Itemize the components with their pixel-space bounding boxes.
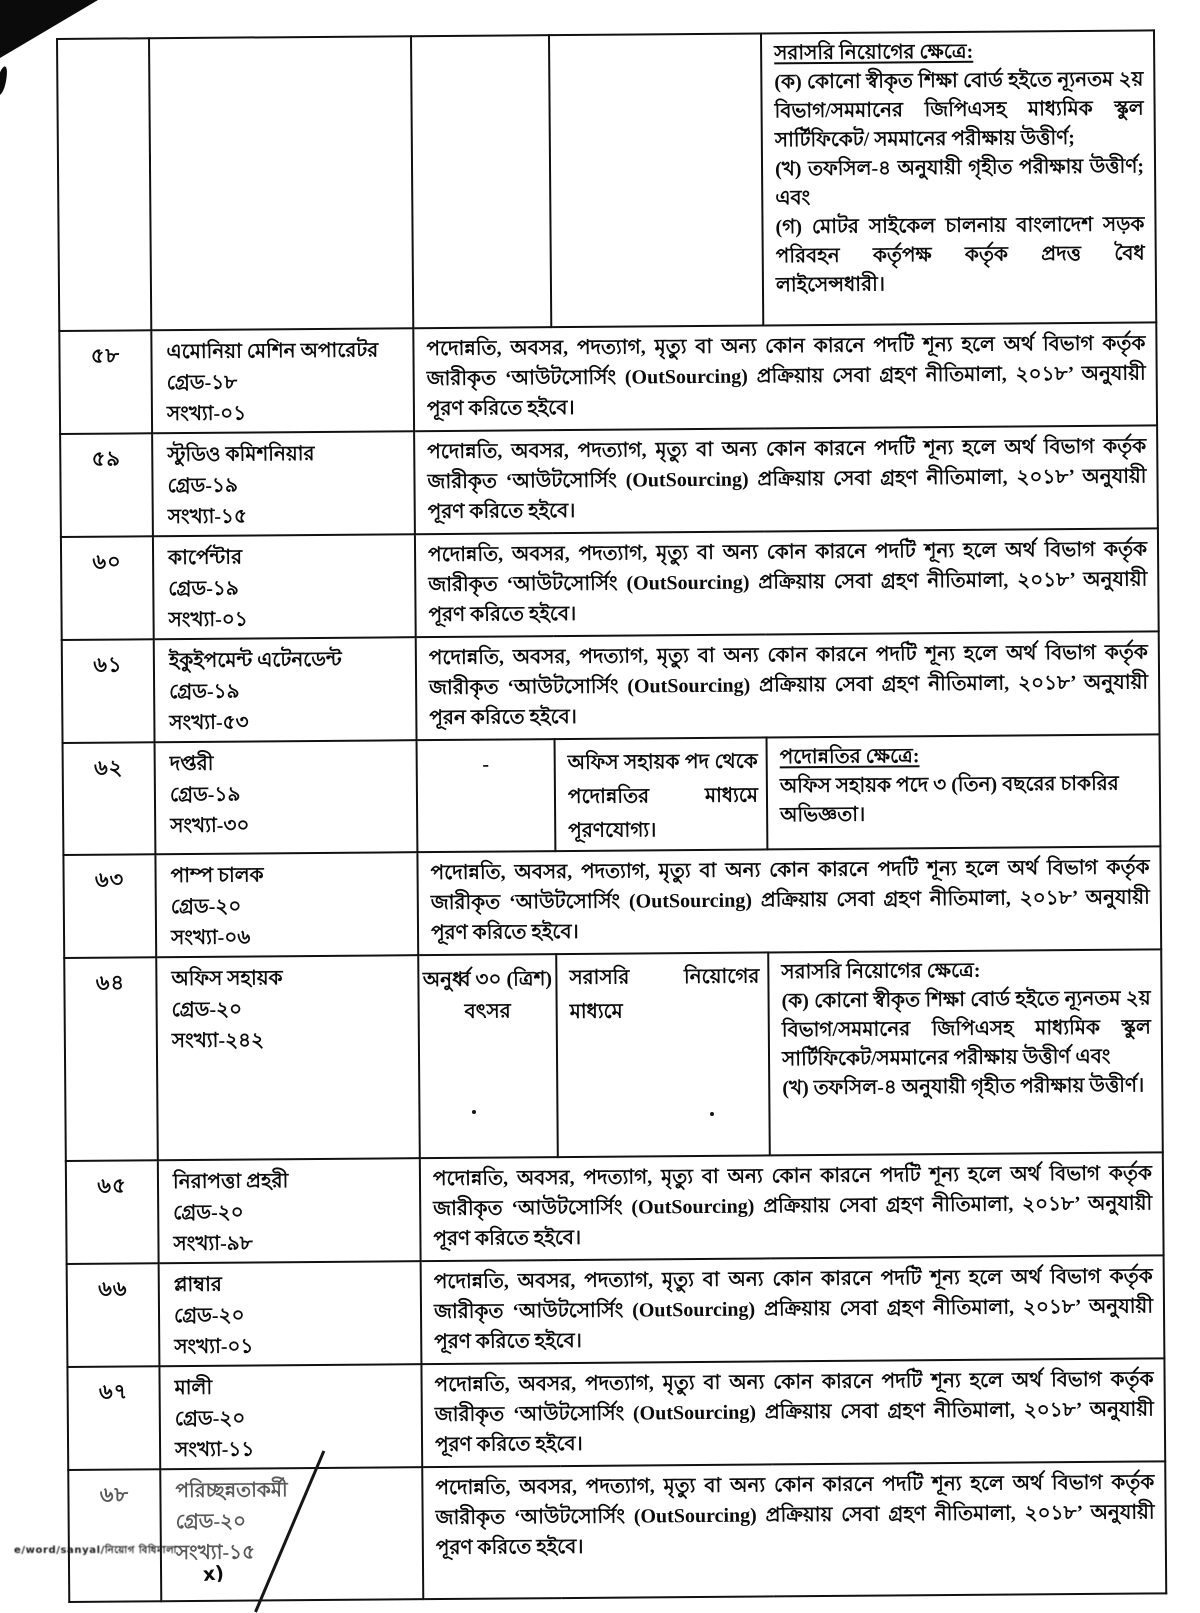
age-cell: অনুর্ধ্ব ৩০ (ত্রিশ) বৎসর xyxy=(418,954,558,1158)
handwritten-x-mark: x) xyxy=(201,1561,226,1587)
qualification-item: (খ) তফসিল-৪ অনুযায়ী গৃহীত পরীক্ষায় উত্তীর্ণ। xyxy=(782,1074,1145,1100)
qualification-item: (গ) মোটর সাইকেল চালনায় বাংলাদেশ সড়ক পরিবহন কর্তৃপক্ষ কর্তৃক প্রদত্ত বৈধ লাইসেন্সধারী। xyxy=(775,213,1145,297)
age-cell-empty xyxy=(411,35,551,328)
post-count: সংখ্যা-১৫ xyxy=(175,1541,256,1565)
post-cell-empty xyxy=(149,36,413,330)
post-name: প্লাম্বার xyxy=(173,1273,222,1297)
post-count: সংখ্যা-০৬ xyxy=(170,926,251,950)
serial-cell-empty xyxy=(57,38,151,331)
table-row-60 xyxy=(61,528,1159,640)
post-name: দপ্তরী xyxy=(169,752,214,776)
post-cell xyxy=(155,740,418,854)
post-grade: গ্রেড-২০ xyxy=(173,1304,245,1328)
serial-number: ৬৬ xyxy=(67,1263,160,1367)
post-cell xyxy=(154,637,417,742)
method-cell-empty xyxy=(549,33,763,327)
post-cell xyxy=(155,852,418,957)
table-row-59 xyxy=(60,425,1158,537)
post-name: পরিচ্ছন্নতাকর্মী xyxy=(175,1479,288,1503)
post-grade: গ্রেড-১৯ xyxy=(169,680,240,704)
post-count: সংখ্যা-৩০ xyxy=(170,814,250,838)
outsourcing-note: পদোন্নতি, অবসর, পদত্যাগ, মৃত্যু বা অন্য কোন কারনে পদটি শূন্য হলে অর্থ বিভাগ কর্তৃক জারীকৃত ‘আউটসোর্সিং (OutSourcing) প্রক্রিয়ায় সেবা গ্রহণ নীতিমালা, ২০১৮’ অনুযায়ী পূরণ করিতে হইবে। xyxy=(413,322,1157,431)
outsourcing-note: পদোন্নতি, অবসর, পদত্যাগ, মৃত্যু বা অন্য কোন কারনে পদটি শূন্য হলে অর্থ বিভাগ কর্তৃক জারীকৃত ‘আউটসোর্সিং (OutSourcing) প্রক্রিয়ায় সেবা গ্রহণ নীতিমালা, ২০১৮’ অনুযায়ী পূরণ করিতে হইবে। xyxy=(417,846,1161,955)
table-row-63 xyxy=(63,846,1161,958)
post-grade: গ্রেড-২০ xyxy=(171,998,243,1022)
post-count: সংখ্যা-১৫ xyxy=(167,505,248,529)
method-cell: সরাসরি নিয়োগের মাধ্যমে xyxy=(556,952,770,1157)
post-cell xyxy=(160,1467,423,1601)
qualification-title: সরাসরি নিয়োগের ক্ষেত্রে: xyxy=(781,959,981,984)
post-name: পাম্প চালক xyxy=(170,864,264,888)
qualification-body: অফিস সহায়ক পদে ৩ (তিন) বছরের চাকরির অভিজ্ঞতা। xyxy=(779,772,1119,827)
table-row-64 xyxy=(64,949,1163,1161)
post-cell xyxy=(153,534,416,639)
post-count: সংখ্যা-৫৩ xyxy=(169,711,249,735)
post-grade: গ্রেড-২০ xyxy=(174,1407,246,1431)
post-grade: গ্রেড-২০ xyxy=(173,1201,244,1225)
post-grade: গ্রেড-২০ xyxy=(175,1510,247,1534)
table-row-67 xyxy=(67,1358,1165,1470)
post-name: নিরাপত্তা প্রহরী xyxy=(172,1170,289,1194)
qualification-item: (খ) তফসিল-৪ অনুযায়ী গৃহীত পরীক্ষায় উত্তীর্ণ; এবং xyxy=(774,155,1145,210)
serial-number: ৬০ xyxy=(61,536,154,640)
outsourcing-note: পদোন্নতি, অবসর, পদত্যাগ, মৃত্যু বা অন্য কোন কারনে পদটি শূন্য হলে অর্থ বিভাগ কর্তৃক জারীকৃত ‘আউটসোর্সিং (OutSourcing) প্রক্রিয়ায় সেবা গ্রহণ নীতিমালা, ২০১৮’ অনুযায়ী পূরন করিতে হইবে। xyxy=(416,631,1160,740)
serial-number: ৬৩ xyxy=(63,854,156,958)
serial-number: ৬৮ xyxy=(68,1469,161,1602)
recruitment-rules-table xyxy=(56,29,1167,1603)
post-name: কার্পেন্টার xyxy=(168,546,243,570)
post-cell xyxy=(152,431,415,536)
serial-number: ৬৪ xyxy=(64,957,158,1161)
post-count: সংখ্যা-০১ xyxy=(168,608,248,632)
post-grade: গ্রেড-১৮ xyxy=(166,371,238,395)
outsourcing-note: পদোন্নতি, অবসর, পদত্যাগ, মৃত্যু বা অন্য কোন কারনে পদটি শূন্য হলে অর্থ বিভাগ কর্তৃক জারীকৃত ‘আউটসোর্সিং (OutSourcing) প্রক্রিয়ায় সেবা গ্রহণ নীতিমালা, ২০১৮’ অনুযায়ী পূরণ করিতে হইবে। xyxy=(420,1152,1164,1261)
serial-number: ৬২ xyxy=(63,742,156,855)
post-cell xyxy=(156,955,420,1160)
age-cell: - xyxy=(417,739,556,852)
qualification-item: (ক) কোনো স্বীকৃত শিক্ষা বোর্ড হইতে ন্যূনতম ২য় বিভাগ/সমমানের জিপিএসহ মাধ্যমিক স্কুল সার্টিফিকেট/ সমমানের পরীক্ষায় উত্তীর্ণ; xyxy=(774,68,1144,152)
footer-file-path: e/word/sanyal/নিয়োগ বিধিমালা xyxy=(14,1545,178,1556)
serial-number: ৫৮ xyxy=(59,330,152,434)
post-count: সংখ্যা-২৪২ xyxy=(171,1029,265,1053)
outsourcing-note: পদোন্নতি, অবসর, পদত্যাগ, মৃত্যু বা অন্য কোন কারনে পদটি শূন্য হলে অর্থ বিভাগ কর্তৃক জারীকৃত ‘আউটসোর্সিং (OutSourcing) প্রক্রিয়ায় সেবা গ্রহণ নীতিমালা, ২০১৮’ অনুযায়ী পূরণ করিতে হইবে। xyxy=(421,1255,1165,1364)
table-row-68 xyxy=(68,1461,1166,1602)
serial-number: ৬১ xyxy=(62,639,155,743)
table-row-66 xyxy=(67,1255,1165,1367)
post-grade: গ্রেড-১৯ xyxy=(167,474,239,498)
outsourcing-note: পদোন্নতি, অবসর, পদত্যাগ, মৃত্যু বা অন্য কোন কারনে পদটি শূন্য হলে অর্থ বিভাগ কর্তৃক জারীকৃত ‘আউটসোর্সিং (OutSourcing) প্রক্রিয়ায় সেবা গ্রহণ নীতিমালা, ২০১৮’ অনুযায়ী পূরণ করিতে হইবে। xyxy=(414,425,1158,534)
outsourcing-note: পদোন্নতি, অবসর, পদত্যাগ, মৃত্যু বা অন্য কোন কারনে পদটি শূন্য হলে অর্থ বিভাগ কর্তৃক জারীকৃত ‘আউটসোর্সিং (OutSourcing) প্রক্রিয়ায় সেবা গ্রহণ নীতিমালা, ২০১৮’ অনুযায়ী পূরণ করিতে হইবে। xyxy=(421,1358,1165,1467)
post-cell xyxy=(158,1158,421,1263)
post-cell xyxy=(159,1261,422,1366)
post-cell xyxy=(151,328,414,433)
table-row-61 xyxy=(62,631,1160,743)
qualification-cell xyxy=(768,949,1163,1155)
scan-edge-ink-mark xyxy=(0,65,9,96)
qualification-title: পদোন্নতির ক্ষেত্রে: xyxy=(779,745,920,769)
outsourcing-note: পদোন্নতি, অবসর, পদত্যাগ, মৃত্যু বা অন্য কোন কারনে পদটি শূন্য হলে অর্থ বিভাগ কর্তৃক জারীকৃত ‘আউটসোর্সিং (OutSourcing) প্রক্রিয়ায় সেবা গ্রহণ নীতিমালা, ২০১৮’ অনুযায়ী পূরণ করিতে হইবে। xyxy=(422,1461,1166,1599)
qualification-cell xyxy=(761,30,1156,325)
table-row-58 xyxy=(59,322,1157,434)
post-grade: গ্রেড-১৯ xyxy=(168,577,239,601)
post-name: এমোনিয়া মেশিন অপারেটর xyxy=(166,339,379,364)
table-row-continuation xyxy=(57,30,1156,331)
post-name: মালী xyxy=(174,1376,213,1400)
post-count: সংখ্যা-৯৮ xyxy=(173,1232,253,1256)
serial-number: ৬৭ xyxy=(67,1366,160,1470)
post-grade: গ্রেড-২০ xyxy=(170,895,242,919)
serial-number: ৬৫ xyxy=(66,1160,159,1264)
table-row-65 xyxy=(66,1152,1164,1264)
post-count: সংখ্যা-০১ xyxy=(174,1335,254,1359)
post-name: অফিস সহায়ক xyxy=(171,967,283,991)
post-name: ইকুইপমেন্ট এটেনডেন্ট xyxy=(168,648,342,673)
qualification-title: সরাসরি নিয়োগের ক্ষেত্রে: xyxy=(774,40,974,65)
method-cell: অফিস সহায়ক পদ থেকে পদোন্নতির মাধ্যমে পূরণযোগ্য। xyxy=(555,737,768,851)
serial-number: ৫৯ xyxy=(60,433,153,537)
post-name: স্টুডিও কমিশনিয়ার xyxy=(167,442,315,467)
post-count: সংখ্যা-০১ xyxy=(166,402,247,426)
post-cell xyxy=(159,1364,422,1469)
qualification-cell xyxy=(767,734,1161,849)
post-count: সংখ্যা-১১ xyxy=(175,1438,255,1462)
table-row-62 xyxy=(63,734,1161,855)
post-grade: গ্রেড-১৯ xyxy=(169,783,241,807)
table-scan xyxy=(56,29,1165,1603)
qualification-item: (ক) কোনো স্বীকৃত শিক্ষা বোর্ড হইতে ন্যূনতম ২য় বিভাগ/সমমানের জিপিএসহ মাধ্যমিক স্কুল সার্টিফিকেট/সমমানের পরীক্ষায় উত্তীর্ণ এবং xyxy=(781,987,1151,1071)
outsourcing-note: পদোন্নতি, অবসর, পদত্যাগ, মৃত্যু বা অন্য কোন কারনে পদটি শূন্য হলে অর্থ বিভাগ কর্তৃক জারীকৃত ‘আউটসোর্সিং (OutSourcing) প্রক্রিয়ায় সেবা গ্রহণ নীতিমালা, ২০১৮’ অনুযায়ী পূরণ করিতে হইবে। xyxy=(415,528,1159,637)
